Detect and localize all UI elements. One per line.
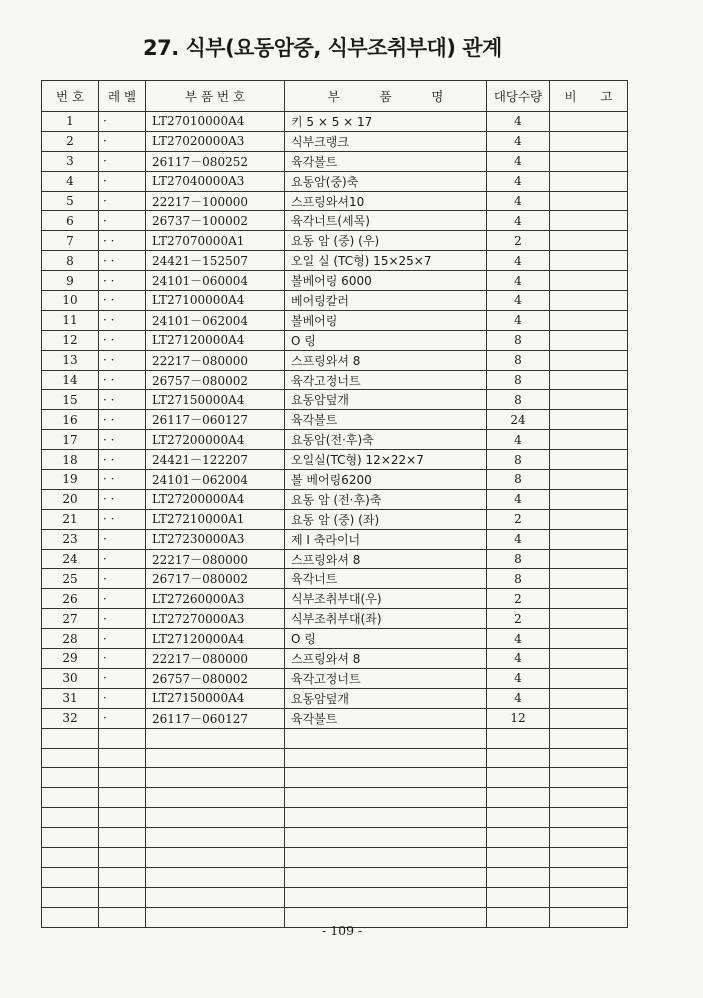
empty-cell (146, 748, 285, 768)
row-remark (550, 191, 628, 211)
row-remark (550, 489, 628, 509)
row-number: 32 (42, 708, 99, 728)
row-part-number: 24421－152507 (146, 251, 285, 271)
table-row (42, 410, 628, 430)
row-part-number: LT27120000A4 (146, 629, 285, 649)
empty-cell (42, 907, 99, 927)
row-part-name: 육각볼트 (285, 151, 487, 171)
row-quantity: 4 (487, 489, 550, 509)
row-remark (550, 450, 628, 470)
empty-cell (550, 728, 628, 748)
empty-row (42, 728, 628, 748)
table-row (42, 668, 628, 688)
row-number: 23 (42, 529, 99, 549)
row-quantity: 2 (487, 589, 550, 609)
row-part-number: LT27010000A4 (146, 112, 285, 132)
row-quantity: 4 (487, 688, 550, 708)
row-quantity: 4 (487, 629, 550, 649)
row-remark (550, 649, 628, 669)
row-number: 11 (42, 310, 99, 330)
row-number: 29 (42, 649, 99, 669)
row-part-number: LT27120000A4 (146, 330, 285, 350)
row-part-number: LT27020000A3 (146, 131, 285, 151)
row-part-number: LT27270000A3 (146, 609, 285, 629)
empty-cell (99, 748, 146, 768)
row-remark (550, 589, 628, 609)
empty-cell (550, 768, 628, 788)
row-part-number: 26757－080002 (146, 370, 285, 390)
row-part-name: 볼베어링 6000 (285, 271, 487, 291)
empty-row (42, 788, 628, 808)
row-part-name: O 링 (285, 330, 487, 350)
row-quantity: 8 (487, 450, 550, 470)
row-level: · · (99, 410, 146, 430)
row-quantity: 24 (487, 410, 550, 430)
row-quantity: 2 (487, 609, 550, 629)
row-remark (550, 171, 628, 191)
row-remark (550, 430, 628, 450)
header-quantity: 대당수량 (487, 81, 550, 112)
empty-cell (99, 867, 146, 887)
row-remark (550, 131, 628, 151)
table-row (42, 509, 628, 529)
table-row (42, 151, 628, 171)
row-level: · (99, 151, 146, 171)
table-row (42, 629, 628, 649)
row-quantity: 4 (487, 271, 550, 291)
empty-row (42, 828, 628, 848)
row-remark (550, 549, 628, 569)
row-quantity: 8 (487, 390, 550, 410)
row-part-name: 볼베어링 (285, 310, 487, 330)
row-quantity: 4 (487, 529, 550, 549)
row-part-name: 요동 암 (중) (우) (285, 231, 487, 251)
table-row (42, 390, 628, 410)
row-remark (550, 668, 628, 688)
row-part-number: LT27040000A3 (146, 171, 285, 191)
row-part-number: 26717－080002 (146, 569, 285, 589)
row-number: 14 (42, 370, 99, 390)
row-part-number: LT27200000A4 (146, 430, 285, 450)
table-row (42, 489, 628, 509)
row-part-number: 26757－080002 (146, 668, 285, 688)
row-part-name: 베어링칼러 (285, 291, 487, 311)
row-level: · · (99, 470, 146, 490)
row-remark (550, 291, 628, 311)
row-number: 30 (42, 668, 99, 688)
empty-cell (42, 788, 99, 808)
table-row (42, 330, 628, 350)
row-remark (550, 569, 628, 589)
row-part-name: 제 I 축라이너 (285, 529, 487, 549)
empty-cell (285, 808, 487, 828)
row-part-number: LT27100000A4 (146, 291, 285, 311)
row-quantity: 4 (487, 649, 550, 669)
row-level: · (99, 112, 146, 132)
row-number: 12 (42, 330, 99, 350)
empty-cell (146, 768, 285, 788)
empty-cell (146, 907, 285, 927)
row-level: · · (99, 450, 146, 470)
empty-cell (42, 768, 99, 788)
empty-cell (550, 867, 628, 887)
row-quantity: 2 (487, 509, 550, 529)
row-remark (550, 211, 628, 231)
row-remark (550, 609, 628, 629)
row-part-name: 육각고정너트 (285, 668, 487, 688)
empty-cell (146, 828, 285, 848)
empty-cell (42, 748, 99, 768)
row-part-name: 요동암(전·후)축 (285, 430, 487, 450)
row-quantity: 4 (487, 251, 550, 271)
empty-cell (99, 907, 146, 927)
table-row (42, 589, 628, 609)
row-remark (550, 708, 628, 728)
empty-cell (487, 847, 550, 867)
row-quantity: 12 (487, 708, 550, 728)
row-number: 16 (42, 410, 99, 430)
row-remark (550, 629, 628, 649)
empty-cell (550, 887, 628, 907)
empty-cell (487, 768, 550, 788)
row-quantity: 8 (487, 549, 550, 569)
row-number: 10 (42, 291, 99, 311)
row-part-number: LT27150000A4 (146, 390, 285, 410)
row-remark (550, 529, 628, 549)
row-part-name: 육각볼트 (285, 410, 487, 430)
row-remark (550, 390, 628, 410)
row-level: · (99, 171, 146, 191)
row-number: 19 (42, 470, 99, 490)
row-remark (550, 251, 628, 271)
row-remark (550, 370, 628, 390)
row-level: · · (99, 310, 146, 330)
row-quantity: 4 (487, 191, 550, 211)
empty-cell (550, 788, 628, 808)
row-part-number: 26117－080252 (146, 151, 285, 171)
empty-cell (42, 847, 99, 867)
row-part-number: LT27150000A4 (146, 688, 285, 708)
table-row (42, 470, 628, 490)
empty-cell (99, 828, 146, 848)
row-level: · (99, 569, 146, 589)
row-quantity: 4 (487, 291, 550, 311)
row-number: 21 (42, 509, 99, 529)
row-remark (550, 310, 628, 330)
row-number: 9 (42, 271, 99, 291)
row-remark (550, 112, 628, 132)
empty-cell (99, 788, 146, 808)
table-row (42, 191, 628, 211)
row-level: · (99, 589, 146, 609)
table-row (42, 350, 628, 370)
row-number: 3 (42, 151, 99, 171)
empty-cell (146, 788, 285, 808)
empty-row (42, 867, 628, 887)
table-row (42, 569, 628, 589)
empty-cell (42, 867, 99, 887)
row-number: 1 (42, 112, 99, 132)
row-part-name: 요동암덮개 (285, 688, 487, 708)
row-level: · (99, 191, 146, 211)
row-part-name: 육각볼트 (285, 708, 487, 728)
row-remark (550, 231, 628, 251)
row-level: · · (99, 251, 146, 271)
empty-row (42, 808, 628, 828)
empty-cell (285, 748, 487, 768)
row-part-name: 요동 암 (전·후)축 (285, 489, 487, 509)
row-part-number: LT27200000A4 (146, 489, 285, 509)
row-number: 26 (42, 589, 99, 609)
empty-cell (487, 887, 550, 907)
row-quantity: 4 (487, 151, 550, 171)
table-row (42, 211, 628, 231)
empty-cell (99, 887, 146, 907)
empty-cell (550, 907, 628, 927)
row-level: · (99, 131, 146, 151)
table-row (42, 649, 628, 669)
empty-cell (285, 768, 487, 788)
table-row (42, 549, 628, 569)
row-number: 5 (42, 191, 99, 211)
page-number: - 109 - (322, 923, 363, 938)
row-number: 24 (42, 549, 99, 569)
row-number: 2 (42, 131, 99, 151)
row-number: 4 (42, 171, 99, 191)
table-row (42, 529, 628, 549)
row-level: · (99, 211, 146, 231)
row-level: · · (99, 330, 146, 350)
table-row (42, 131, 628, 151)
row-part-name: 육각너트 (285, 569, 487, 589)
empty-cell (42, 808, 99, 828)
table-row (42, 271, 628, 291)
row-part-name: 육각고정너트 (285, 370, 487, 390)
table-row (42, 430, 628, 450)
row-quantity: 2 (487, 231, 550, 251)
empty-cell (487, 728, 550, 748)
row-level: · · (99, 509, 146, 529)
row-level: · (99, 668, 146, 688)
empty-cell (146, 728, 285, 748)
empty-cell (285, 828, 487, 848)
row-quantity: 4 (487, 310, 550, 330)
empty-cell (285, 867, 487, 887)
empty-cell (285, 887, 487, 907)
row-level: · · (99, 390, 146, 410)
row-level: · · (99, 370, 146, 390)
row-remark (550, 470, 628, 490)
row-level: · (99, 688, 146, 708)
row-level: · (99, 529, 146, 549)
row-quantity: 8 (487, 370, 550, 390)
header-part-number: 부 품 번 호 (146, 81, 285, 112)
row-level: · · (99, 231, 146, 251)
row-level: · (99, 629, 146, 649)
empty-row (42, 748, 628, 768)
row-part-number: 22217－100000 (146, 191, 285, 211)
row-remark (550, 509, 628, 529)
table-header-row (42, 81, 628, 112)
row-part-number: 24101－062004 (146, 310, 285, 330)
empty-cell (146, 808, 285, 828)
empty-cell (487, 808, 550, 828)
row-number: 27 (42, 609, 99, 629)
row-remark (550, 151, 628, 171)
table-row (42, 450, 628, 470)
table-row (42, 688, 628, 708)
row-level: · (99, 708, 146, 728)
empty-cell (42, 828, 99, 848)
row-part-name: 볼 베어링6200 (285, 470, 487, 490)
header-number: 번 호 (42, 81, 99, 112)
row-part-number: 22217－080000 (146, 649, 285, 669)
empty-cell (285, 907, 487, 927)
row-remark (550, 688, 628, 708)
row-number: 15 (42, 390, 99, 410)
row-number: 8 (42, 251, 99, 271)
row-remark (550, 271, 628, 291)
empty-cell (550, 847, 628, 867)
empty-cell (99, 768, 146, 788)
table-row (42, 609, 628, 629)
row-part-name: 식부크랭크 (285, 131, 487, 151)
row-quantity: 4 (487, 171, 550, 191)
empty-cell (487, 867, 550, 887)
row-number: 17 (42, 430, 99, 450)
empty-row (42, 768, 628, 788)
row-number: 25 (42, 569, 99, 589)
row-part-name: 육각너트(세목) (285, 211, 487, 231)
row-quantity: 4 (487, 112, 550, 132)
row-part-number: 26737－100002 (146, 211, 285, 231)
row-part-number: LT27210000A1 (146, 509, 285, 529)
row-level: · · (99, 430, 146, 450)
row-part-name: 요동암(중)축 (285, 171, 487, 191)
row-level: · · (99, 489, 146, 509)
empty-cell (99, 728, 146, 748)
row-remark (550, 410, 628, 430)
row-part-number: LT27260000A3 (146, 589, 285, 609)
empty-cell (146, 887, 285, 907)
row-part-name: 오일실(TC형) 12×22×7 (285, 450, 487, 470)
table-row (42, 112, 628, 132)
empty-cell (99, 808, 146, 828)
empty-cell (146, 867, 285, 887)
row-quantity: 8 (487, 470, 550, 490)
table-row (42, 291, 628, 311)
table-body (42, 112, 628, 928)
row-number: 31 (42, 688, 99, 708)
row-quantity: 4 (487, 131, 550, 151)
header-level: 레 벨 (99, 81, 146, 112)
row-part-name: 스프링와셔 8 (285, 649, 487, 669)
row-part-name: 키 5 × 5 × 17 (285, 112, 487, 132)
table-row (42, 231, 628, 251)
empty-cell (550, 828, 628, 848)
empty-cell (146, 847, 285, 867)
row-number: 20 (42, 489, 99, 509)
row-level: · (99, 649, 146, 669)
empty-cell (285, 847, 487, 867)
empty-cell (487, 748, 550, 768)
row-remark (550, 330, 628, 350)
row-part-name: O 링 (285, 629, 487, 649)
row-part-number: 26117－060127 (146, 410, 285, 430)
page-title: 27. 식부(요동암중, 식부조취부대) 관계 (143, 36, 502, 60)
row-level: · · (99, 350, 146, 370)
empty-cell (487, 828, 550, 848)
row-level: · · (99, 291, 146, 311)
table-row (42, 708, 628, 728)
row-quantity: 4 (487, 211, 550, 231)
row-part-number: 24421－122207 (146, 450, 285, 470)
row-part-name: 오일 실 (TC형) 15×25×7 (285, 251, 487, 271)
row-level: · (99, 549, 146, 569)
table-row (42, 310, 628, 330)
row-part-number: LT27070000A1 (146, 231, 285, 251)
empty-row (42, 847, 628, 867)
row-part-name: 식부조취부대(좌) (285, 609, 487, 629)
row-part-number: 24101－060004 (146, 271, 285, 291)
row-number: 18 (42, 450, 99, 470)
row-number: 6 (42, 211, 99, 231)
row-part-number: 22217－080000 (146, 350, 285, 370)
row-part-name: 요동암덮개 (285, 390, 487, 410)
row-part-name: 스프링와셔 8 (285, 350, 487, 370)
header-remarks: 비 고 (550, 81, 628, 112)
row-part-number: 24101－062004 (146, 470, 285, 490)
row-quantity: 8 (487, 330, 550, 350)
empty-cell (550, 808, 628, 828)
row-quantity: 8 (487, 569, 550, 589)
row-part-name: 식부조취부대(우) (285, 589, 487, 609)
table-row (42, 171, 628, 191)
row-remark (550, 350, 628, 370)
header-part-name: 부 품 명 (285, 81, 487, 112)
row-level: · · (99, 271, 146, 291)
row-part-name: 스프링와셔10 (285, 191, 487, 211)
row-part-number: 22217－080000 (146, 549, 285, 569)
row-level: · (99, 609, 146, 629)
row-number: 13 (42, 350, 99, 370)
row-quantity: 4 (487, 668, 550, 688)
row-part-name: 요동 암 (중) (좌) (285, 509, 487, 529)
row-quantity: 4 (487, 430, 550, 450)
parts-table (41, 80, 628, 928)
row-number: 28 (42, 629, 99, 649)
row-quantity: 8 (487, 350, 550, 370)
empty-row (42, 887, 628, 907)
empty-cell (285, 788, 487, 808)
empty-cell (285, 728, 487, 748)
empty-cell (99, 847, 146, 867)
empty-cell (42, 728, 99, 748)
row-part-number: 26117－060127 (146, 708, 285, 728)
empty-cell (487, 788, 550, 808)
row-part-name: 스프링와셔 8 (285, 549, 487, 569)
empty-cell (487, 907, 550, 927)
row-part-number: LT27230000A3 (146, 529, 285, 549)
row-number: 7 (42, 231, 99, 251)
empty-cell (550, 748, 628, 768)
table-row (42, 251, 628, 271)
table-row (42, 370, 628, 390)
empty-cell (42, 887, 99, 907)
